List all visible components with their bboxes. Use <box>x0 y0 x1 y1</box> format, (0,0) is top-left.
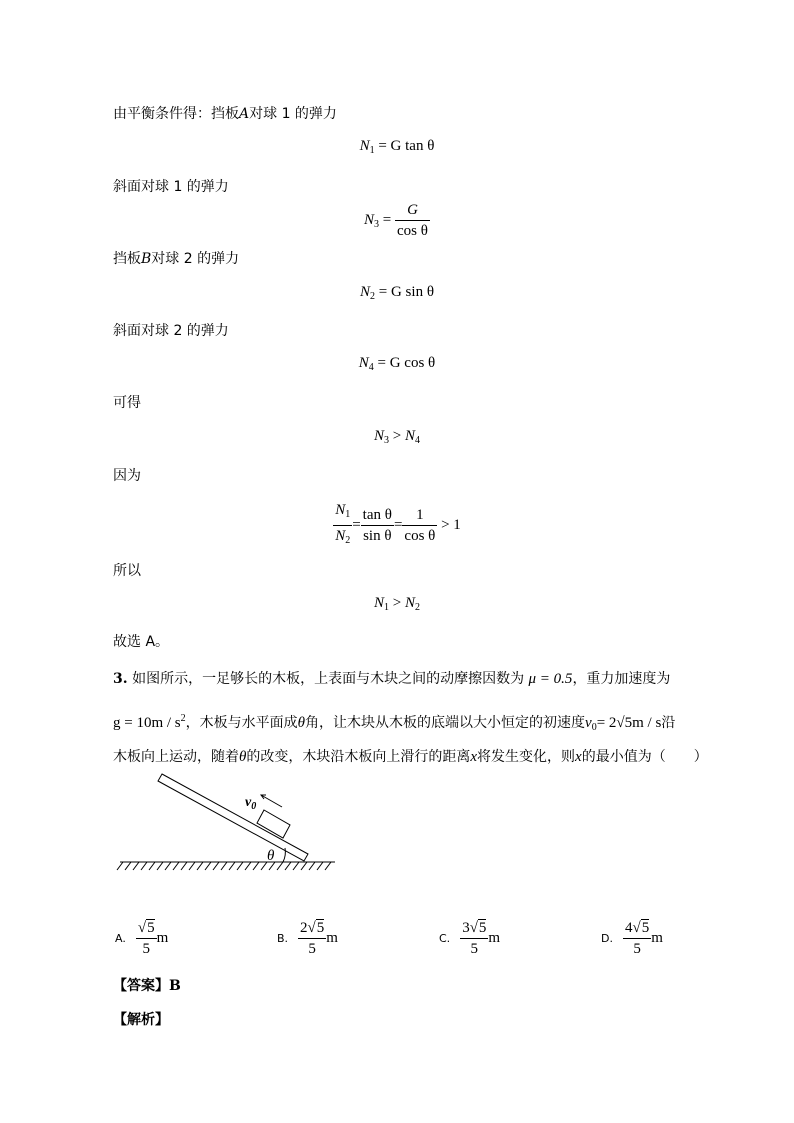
text: 对球 2 的弹力 <box>151 251 240 267</box>
radicand: 5 <box>147 920 155 936</box>
text: ，木板与水平面成 <box>185 715 298 731</box>
equation-n1-gt-n2 <box>0 595 794 613</box>
theta: θ <box>297 715 306 731</box>
denominator: 5 <box>633 941 641 957</box>
g-text: g = 10m / s <box>113 715 181 731</box>
text: 由平衡条件得：挡板 <box>113 106 239 122</box>
text-line-7: 所以 <box>113 563 141 579</box>
analysis-tag: 【解析】 <box>113 1012 169 1028</box>
sub: 2 <box>370 291 376 302</box>
numerator: G <box>395 200 430 221</box>
sub: 1 <box>345 509 351 520</box>
sub: 4 <box>368 362 374 373</box>
text: 的最小值为（ ） <box>581 749 708 765</box>
sub: 0 <box>591 722 597 733</box>
rhs: = G cos θ <box>377 355 436 371</box>
denominator: sin θ <box>363 528 392 544</box>
text: 木板向上运动，随着 <box>113 749 239 765</box>
radicand: 5 <box>641 920 650 936</box>
text: 沿 <box>661 715 676 731</box>
text: ，重力加速度为 <box>572 671 671 687</box>
text-line-3 <box>113 249 239 269</box>
v0-label: $v_0$ <box>245 795 257 812</box>
text: 的改变，木块沿木板向上滑行的距离 <box>246 749 471 765</box>
rhs: = G sin θ <box>378 284 434 300</box>
equation-ratio: $\frac{N_1}{N_2}$ = $\frac{\text{tan θ}}{\text{sin θ}}$ = $\frac{1}{\text{cos θ}}$ > 1 <box>0 500 794 551</box>
text-line-4: 斜面对球 2 的弹力 <box>113 323 229 339</box>
var-A: A <box>239 106 250 122</box>
unit: m <box>326 930 338 946</box>
ground-hatch <box>117 862 331 870</box>
option-fraction <box>136 918 157 959</box>
angle-label: θ <box>267 848 275 864</box>
option-fraction <box>623 918 651 959</box>
equation-n3: $N_3$ = $\frac{G}{\text{cos θ}}$ <box>364 202 428 239</box>
question-number: 3. <box>113 671 128 687</box>
text-line-2: 斜面对球 1 的弹力 <box>113 179 229 195</box>
coef: 2 <box>300 920 308 936</box>
fraction <box>333 500 352 551</box>
text: 挡板 <box>113 251 141 267</box>
var: N <box>360 284 371 300</box>
option-label: D. <box>601 932 613 945</box>
var: N <box>404 595 415 611</box>
v0-value <box>585 715 661 731</box>
sub: 2 <box>345 535 351 546</box>
numerator: tan θ <box>361 505 394 526</box>
answer-line <box>113 976 181 996</box>
text: 将发生变化，则 <box>477 749 576 765</box>
denominator: cos θ <box>404 528 436 544</box>
sub: 4 <box>415 435 420 446</box>
var-x: x <box>575 749 582 765</box>
denominator: 5 <box>470 941 479 957</box>
fraction <box>395 200 430 241</box>
text: 对球 1 的弹力 <box>249 106 337 122</box>
radicand: 5 <box>478 920 487 936</box>
option-a[interactable] <box>115 918 168 959</box>
option-fraction <box>298 918 326 959</box>
unit: m <box>651 930 663 946</box>
var: N <box>335 528 346 544</box>
denominator: 5 <box>308 941 316 957</box>
fraction <box>361 505 394 546</box>
option-label: A. <box>115 932 126 945</box>
text-line-1 <box>113 104 337 124</box>
option-d[interactable] <box>601 918 663 959</box>
sub: 2 <box>415 602 420 613</box>
var: v <box>585 715 592 731</box>
text: 如图所示，一足够长的木板，上表面与木块之间的动摩擦因数为 <box>132 671 525 687</box>
rhs: > 1 <box>441 516 461 533</box>
var: N <box>374 595 385 611</box>
equation-n4 <box>0 355 794 373</box>
rhs: = G tan θ <box>378 138 435 154</box>
equation-n2 <box>0 284 794 302</box>
unit: m <box>156 930 169 946</box>
text-line-8: 故选 A。 <box>113 634 170 650</box>
var: N <box>335 502 346 518</box>
coef: 4 <box>624 920 633 936</box>
option-fraction <box>460 918 488 959</box>
var: N <box>359 138 370 154</box>
velocity-arrow <box>261 795 282 807</box>
denominator <box>333 526 352 551</box>
theta: θ <box>239 749 247 765</box>
text-line-6: 因为 <box>113 468 141 484</box>
sub: 3 <box>384 435 390 446</box>
mu-value: μ = 0.5 <box>528 671 573 687</box>
op: > <box>392 595 402 611</box>
denominator: 5 <box>142 941 150 957</box>
sub: 3 <box>374 218 380 230</box>
var: N <box>404 428 415 444</box>
sub: 1 <box>369 145 375 156</box>
numerator <box>333 500 352 526</box>
text-line-5: 可得 <box>113 395 141 411</box>
sub: 1 <box>384 602 390 613</box>
answer-value: B <box>169 978 181 994</box>
numerator: 3√5 <box>460 918 488 939</box>
option-label: C. <box>439 932 451 945</box>
numerator: 1 <box>402 505 437 526</box>
equation-n1 <box>0 138 794 156</box>
var: N <box>364 211 375 228</box>
numerator: 2√5 <box>298 918 326 939</box>
text: 角，让木块从木板的底端以大小恒定的初速度 <box>305 715 586 731</box>
var-x: x <box>470 749 478 765</box>
g-value <box>113 715 186 731</box>
var: N <box>358 355 369 371</box>
numerator: √5 <box>136 918 157 939</box>
incline-figure <box>115 768 340 876</box>
answer-tag: 【答案】 <box>113 978 169 994</box>
denominator: cos θ <box>397 223 428 239</box>
op: > <box>392 428 402 444</box>
radicand: 5 <box>316 920 325 936</box>
coef: 3 <box>462 920 470 936</box>
question-line-2 <box>113 709 675 738</box>
fraction <box>402 505 437 546</box>
v0-text: = 2√5m / s <box>596 715 662 731</box>
option-label: B. <box>277 932 289 945</box>
unit: m <box>488 930 501 946</box>
var-B: B <box>141 251 152 267</box>
exponent: 2 <box>180 713 186 724</box>
var: N <box>374 428 385 444</box>
plank <box>158 774 308 861</box>
numerator: 4√5 <box>623 918 651 939</box>
option-b[interactable] <box>277 918 338 959</box>
question-line-3 <box>113 747 708 767</box>
option-c[interactable] <box>439 918 500 959</box>
question-line-1 <box>113 669 670 689</box>
equation-n3-gt-n4 <box>0 428 794 446</box>
